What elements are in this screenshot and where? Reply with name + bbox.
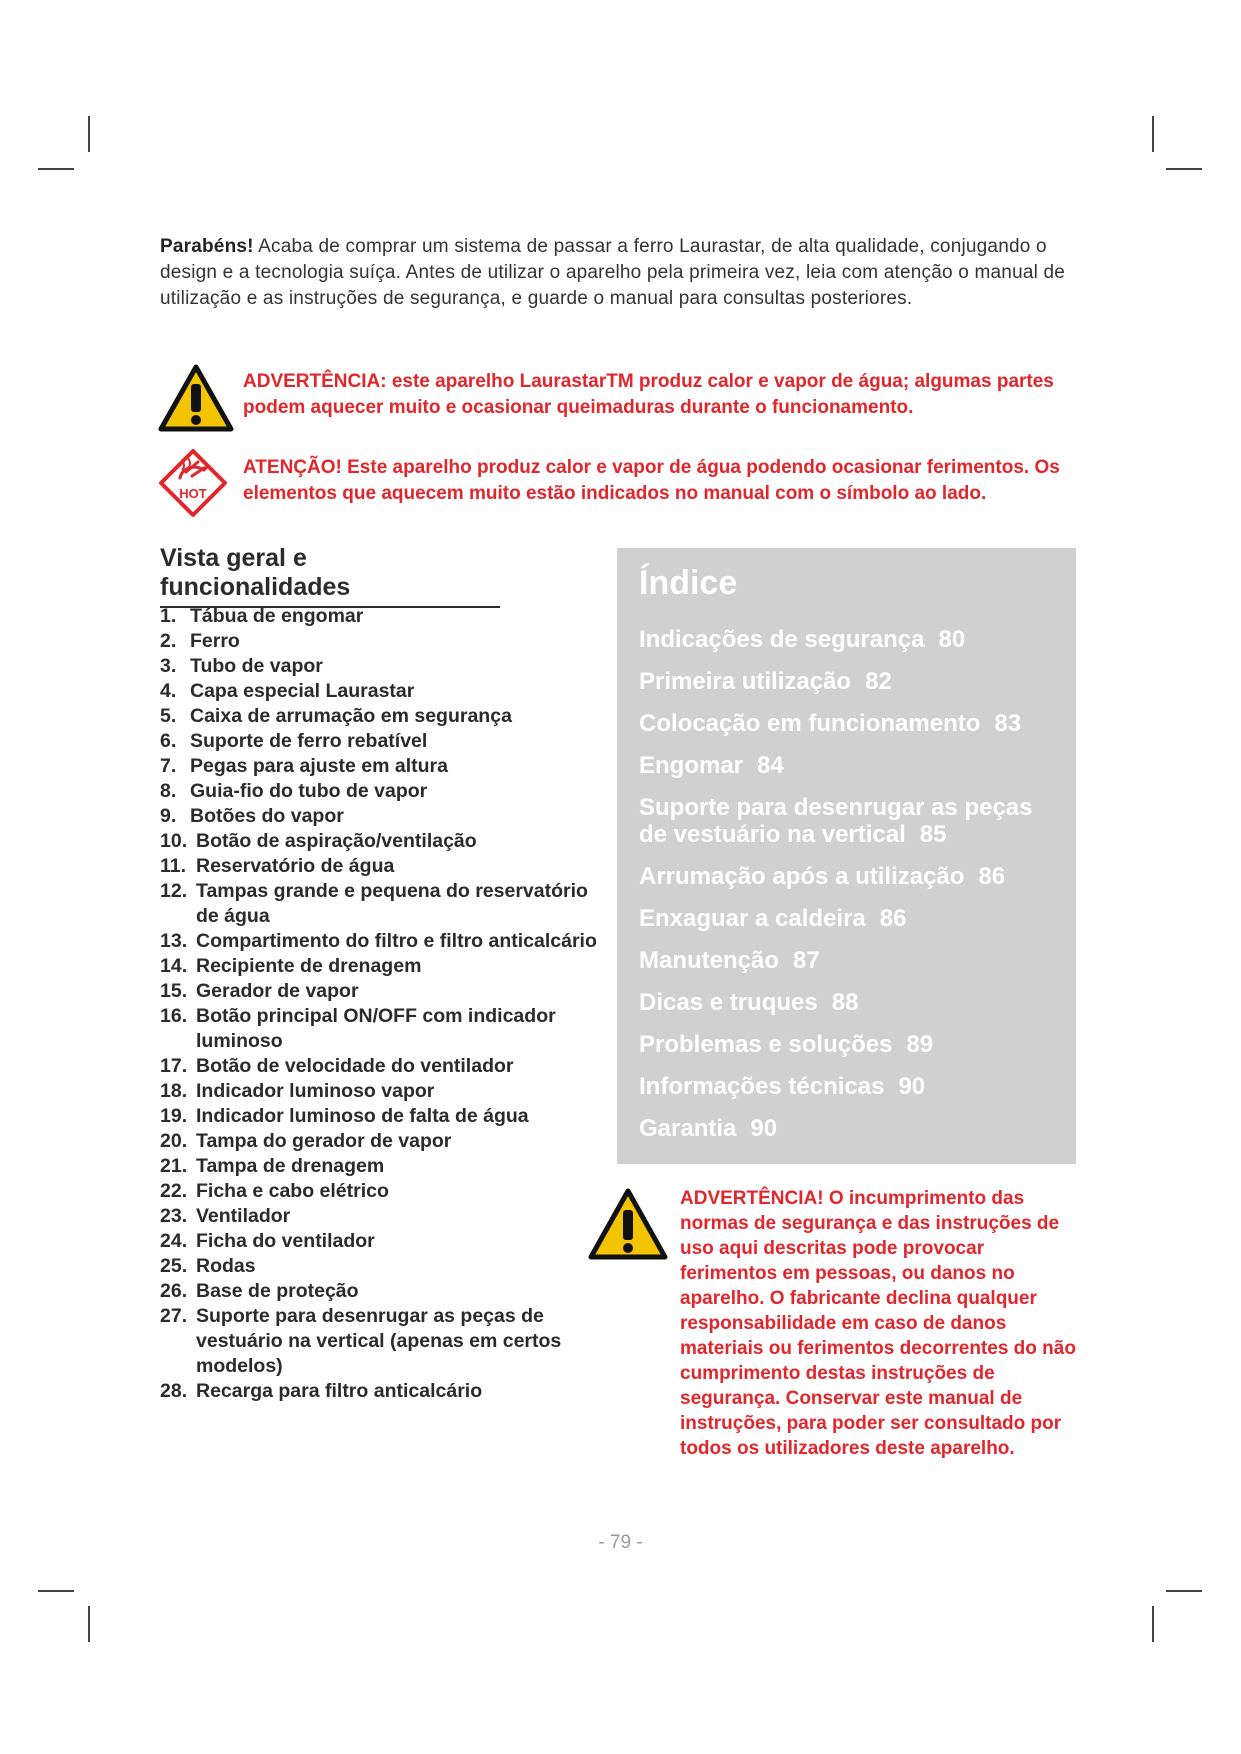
list-item <box>160 1129 600 1154</box>
list-item-text: Pegas para ajuste em altura <box>190 755 448 777</box>
warning-injury-text: ATENÇÃO! Este aparelho produz calor e vapor de água podendo ocasionar ferimentos. Os elementos que aquecem muito estão indicados no manual com o símbolo ao lado. <box>243 457 1060 504</box>
list-item-text: Botão principal ON/OFF com indicador luminoso <box>196 1005 556 1052</box>
index-entry[interactable] <box>639 1031 1059 1058</box>
list-item-text: Guia-fio do tubo de vapor <box>190 780 428 802</box>
list-item <box>160 1054 600 1079</box>
list-item <box>160 1304 600 1379</box>
index-entry-page: 88 <box>831 989 859 1016</box>
index-entry-label: Suporte para desenrugar as peças de vestuário na vertical <box>639 794 1033 848</box>
list-item-text: Rodas <box>196 1255 256 1277</box>
list-item-number: 10. <box>160 830 188 852</box>
list-item <box>160 1104 600 1129</box>
list-item <box>160 829 600 854</box>
list-item-text: Tábua de engomar <box>190 605 364 627</box>
list-item <box>160 1079 600 1104</box>
crop-mark <box>88 1606 90 1642</box>
list-item <box>160 1379 600 1404</box>
index-entry[interactable] <box>639 863 1059 890</box>
list-item-number: 28. <box>160 1380 188 1402</box>
list-item-number: 13. <box>160 930 188 952</box>
list-item <box>160 629 600 654</box>
list-item-number: 27. <box>160 1305 188 1327</box>
list-item-text: Tampa de drenagem <box>196 1155 385 1177</box>
list-item-text: Ferro <box>190 630 240 652</box>
list-item-text: Recarga para filtro anticalcário <box>196 1380 483 1402</box>
index-entry-label: Dicas e truques <box>639 989 818 1016</box>
crop-mark <box>88 116 90 152</box>
list-item-number: 21. <box>160 1155 188 1177</box>
page-number: - 79 - <box>598 1532 643 1553</box>
index-entry-page: 83 <box>994 710 1022 737</box>
list-item-text: Reservatório de água <box>196 855 395 877</box>
index-entry[interactable] <box>639 905 1059 932</box>
intro-text: Acaba de comprar um sistema de passar a ferro Laurastar, de alta qualidade, conjugando o design e a tecnologia suíça. Antes de utilizar o aparelho pela primeira vez, leia com atenção o manual de utilização e as instruções de segurança, e guarde o manual para consultas posteriores. <box>160 236 1066 309</box>
list-item-text: Ficha do ventilador <box>196 1230 375 1252</box>
index-entry-page: 85 <box>919 821 947 848</box>
list-item <box>160 754 600 779</box>
index-entry-label: Garantia <box>639 1115 737 1142</box>
index-entry-page: 80 <box>938 626 966 653</box>
list-item-text: Recipiente de drenagem <box>196 955 422 977</box>
feature-list <box>160 604 600 1404</box>
list-item-text: Suporte de ferro rebatível <box>190 730 428 752</box>
warning-liability-text: ADVERTÊNCIA! O incumprimento das normas de segurança e das instruções de uso aqui descritas pode provocar ferimentos em pessoas, ou danos no aparelho. O fabricante declina qualquer responsabilidade em caso de danos materiais ou ferimentos decorrentes do não cumprimento destas instruções de segurança. Conservar este manual de instruções, para poder ser consultado por todos os utilizadores deste aparelho. <box>680 1188 1076 1459</box>
list-item <box>160 1179 600 1204</box>
list-item <box>160 804 600 829</box>
list-item-text: Indicador luminoso vapor <box>196 1080 435 1102</box>
index-list <box>639 626 1059 1157</box>
list-item-text: Tampa do gerador de vapor <box>196 1130 452 1152</box>
list-item-number: 14. <box>160 955 188 977</box>
list-item-text: Botão de velocidade do ventilador <box>196 1055 514 1077</box>
warning-triangle-icon <box>158 364 234 432</box>
list-item-text: Botões do vapor <box>190 805 344 827</box>
index-entry[interactable] <box>639 1115 1059 1142</box>
list-item-number: 9. <box>160 805 177 827</box>
list-item-number: 16. <box>160 1005 188 1027</box>
index-entry-page: 89 <box>906 1031 934 1058</box>
index-entry-page: 86 <box>879 905 907 932</box>
list-item <box>160 779 600 804</box>
list-item-text: Botão de aspiração/ventilação <box>196 830 477 852</box>
list-item-number: 12. <box>160 880 188 902</box>
list-item-text: Ventilador <box>196 1205 291 1227</box>
index-title: Índice <box>639 564 738 602</box>
index-entry[interactable] <box>639 989 1059 1016</box>
crop-mark <box>1166 1590 1202 1592</box>
list-item-number: 5. <box>160 705 177 727</box>
list-item-text: Suporte para desenrugar as peças de vestuário na vertical (apenas em certos modelos) <box>196 1305 562 1377</box>
list-item-text: Gerador de vapor <box>196 980 359 1002</box>
list-item-text: Tampas grande e pequena do reservatório de água <box>196 880 588 927</box>
crop-mark <box>1152 1606 1154 1642</box>
list-item <box>160 1254 600 1279</box>
list-item <box>160 704 600 729</box>
list-item-number: 22. <box>160 1180 188 1202</box>
list-item <box>160 879 600 929</box>
list-item-number: 3. <box>160 655 177 677</box>
intro-lead: Parabéns! <box>160 236 254 257</box>
list-item-number: 4. <box>160 680 177 702</box>
list-item <box>160 954 600 979</box>
list-item-number: 18. <box>160 1080 188 1102</box>
index-entry[interactable] <box>639 710 1059 737</box>
warning-burns-text: ADVERTÊNCIA: este aparelho LaurastarTM produz calor e vapor de água; algumas partes podem aquecer muito e ocasionar queimaduras durante o funcionamento. <box>243 371 1054 418</box>
index-box <box>617 548 1076 1164</box>
index-entry-label: Manutenção <box>639 947 780 974</box>
list-item-text: Tubo de vapor <box>190 655 323 677</box>
index-entry-page: 84 <box>757 752 784 779</box>
index-entry-page: 90 <box>750 1115 778 1142</box>
index-entry-label: Enxaguar a caldeira <box>639 905 866 932</box>
list-item-number: 1. <box>160 605 177 627</box>
index-entry-label: Primeira utilização <box>639 668 852 695</box>
list-item-number: 2. <box>160 630 177 652</box>
list-item <box>160 604 600 629</box>
intro-paragraph <box>160 234 1090 312</box>
index-entry-page: 86 <box>978 863 1006 890</box>
list-item-number: 11. <box>160 855 187 877</box>
list-item-number: 19. <box>160 1105 188 1127</box>
index-entry-label: Problemas e soluções <box>639 1031 893 1058</box>
list-item <box>160 854 600 879</box>
crop-mark <box>38 168 74 170</box>
index-entry[interactable] <box>639 947 1059 974</box>
list-item-number: 26. <box>160 1280 188 1302</box>
list-item <box>160 1279 600 1304</box>
list-item <box>160 929 600 954</box>
list-item <box>160 979 600 1004</box>
crop-mark <box>1166 168 1202 170</box>
index-entry[interactable] <box>639 752 1059 779</box>
list-item-number: 7. <box>160 755 177 777</box>
index-entry-label: Informações técnicas <box>639 1073 885 1100</box>
list-item-number: 17. <box>160 1055 188 1077</box>
hot-surface-icon <box>158 448 228 518</box>
crop-mark <box>38 1590 74 1592</box>
overview-title: Vista geral e funcionalidades <box>160 544 500 608</box>
index-entry-label: Arrumação após a utilização <box>639 863 965 890</box>
list-item <box>160 1229 600 1254</box>
index-entry-label: Indicações de segurança <box>639 626 925 653</box>
index-entry[interactable] <box>639 626 1059 653</box>
index-entry[interactable] <box>639 794 1059 848</box>
list-item-number: 6. <box>160 730 177 752</box>
list-item <box>160 1204 600 1229</box>
index-entry-page: 82 <box>865 668 892 695</box>
warning-triangle-icon <box>588 1188 668 1260</box>
list-item-text: Base de proteção <box>196 1280 359 1302</box>
index-entry[interactable] <box>639 1073 1059 1100</box>
list-item <box>160 1004 600 1054</box>
list-item <box>160 729 600 754</box>
list-item-number: 24. <box>160 1230 188 1252</box>
list-item-text: Ficha e cabo elétrico <box>196 1180 389 1202</box>
list-item-text: Indicador luminoso de falta de água <box>196 1105 529 1127</box>
crop-mark <box>1152 116 1154 152</box>
hot-label: HOT <box>179 486 207 501</box>
list-item-number: 23. <box>160 1205 188 1227</box>
list-item <box>160 679 600 704</box>
list-item-number: 25. <box>160 1255 188 1277</box>
list-item-number: 20. <box>160 1130 188 1152</box>
index-entry[interactable] <box>639 668 1059 695</box>
list-item-number: 8. <box>160 780 177 802</box>
index-entry-label: Colocação em funcionamento <box>639 710 981 737</box>
list-item-number: 15. <box>160 980 188 1002</box>
index-entry-page: 90 <box>898 1073 926 1100</box>
list-item <box>160 1154 600 1179</box>
list-item-text: Capa especial Laurastar <box>190 680 415 702</box>
list-item <box>160 654 600 679</box>
list-item-text: Compartimento do filtro e filtro anticalcário <box>196 930 597 952</box>
index-entry-page: 87 <box>793 947 820 974</box>
list-item-text: Caixa de arrumação em segurança <box>190 705 512 727</box>
index-entry-label: Engomar <box>639 752 744 779</box>
